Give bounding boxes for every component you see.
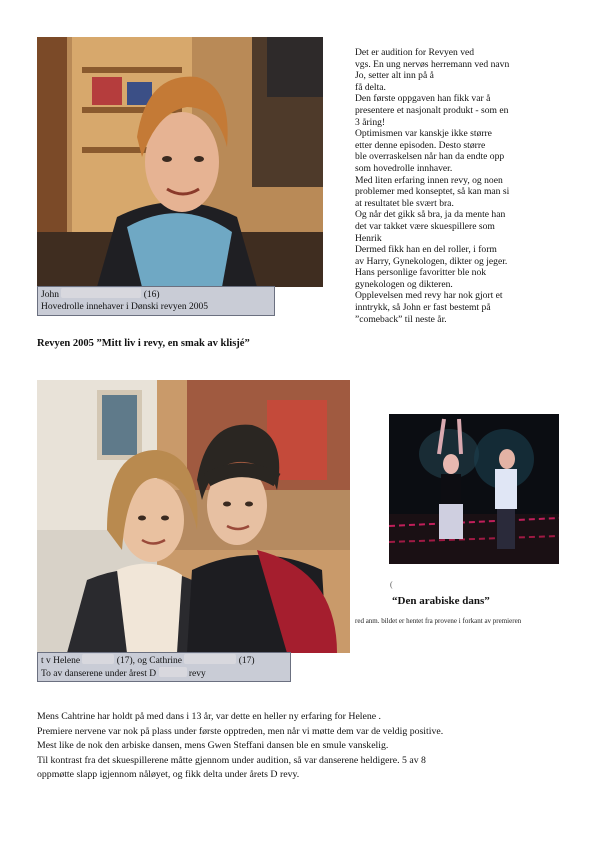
article-line: problemer med konseptet, så kan man si [355, 186, 510, 198]
bottom-line: oppmøtte slapp igjennom nåløyet, og fikk delta under årets D revy. [37, 769, 300, 780]
caption-line [41, 667, 287, 680]
photo-dans-title: “Den arabiske dans” [392, 595, 490, 607]
photo-hovedrolle-caption [37, 286, 275, 316]
caption-role: Hovedrolle innehaver i Dønski revyen 2005 [41, 302, 208, 312]
redaction [61, 288, 141, 298]
article-line: at resultatet ble svært bra. [355, 197, 454, 209]
article-line: Det er audition for Revyen ved [355, 47, 475, 58]
article-line: Med liten erfaring innen revy, og noen [355, 174, 503, 186]
photo-danserene [37, 380, 350, 653]
redaction [82, 654, 114, 664]
photo-danserene-image [37, 380, 350, 653]
bottom-line: Mens Cahtrine har holdt på med dans i 13 år, var dette en heller ny erfaring for Helene . [37, 711, 382, 722]
caption-line [41, 654, 287, 667]
caption-role: revy [188, 669, 206, 679]
redaction [184, 654, 236, 664]
caption-line [41, 288, 271, 301]
article-line: Og når det gikk så bra, ja da mente han [355, 209, 506, 221]
article-line: Jo, setter alt inn på å [355, 70, 434, 82]
caption-name: John [41, 290, 59, 300]
photo-dans [389, 414, 559, 564]
photo-hovedrolle [37, 37, 323, 287]
article-line: inntrykk, så John er fast bestemt på [355, 302, 491, 314]
editor-note: red anm. bildet er hentet fra provene i forkant av premieren [355, 617, 522, 625]
bottom-line: Til kontrast fra det skuespillerene måtte gjennom under audition, så var danserene heldigere. 5 av 8 [37, 754, 426, 766]
article-line: Optimismen var kanskje ikke større [355, 128, 492, 140]
article-line: 3 åring! [355, 116, 386, 128]
redaction [159, 667, 187, 677]
article-line: etter denne episoden. Desto større [355, 139, 486, 151]
caption-age: (16) [143, 290, 160, 300]
bottom-paragraph [37, 710, 557, 783]
article-line: ble overraskelsen når han da endte opp [355, 151, 505, 163]
bottom-line: Premiere nervene var nok på plass under første opptreden, men når vi møtte dem var de veldig positive. [37, 725, 444, 737]
photo-dans-image [389, 414, 559, 564]
caption-age: (17) [238, 656, 255, 666]
caption-names: (17), og Cathrine [116, 656, 182, 666]
article-line: gynekologen og dikteren. [355, 278, 453, 290]
article-line: det var takket være skuespillere som [355, 220, 495, 232]
bottom-line: Mest like de nok den arbiske dansen, mens Gwen Steffani dansen ble en smule vanskelig. [37, 740, 389, 751]
article-line: Hans personlige favoritter ble nok [355, 267, 487, 279]
article-line: ”comeback” til neste år. [355, 313, 447, 325]
article-line: Den første oppgaven han fikk var å [355, 93, 491, 105]
photo-dans-credit: ( [390, 580, 393, 589]
article-line: som hovedrolle innhaver. [355, 162, 453, 174]
article-line: Dermed fikk han en del roller, i form [355, 244, 497, 256]
photo-danserene-caption [37, 652, 291, 682]
article-line: vgs. En ung nervøs herremann ved navn [355, 58, 510, 70]
photo-hovedrolle-image [37, 37, 323, 287]
caption-role: To av danserene under årest D [41, 669, 157, 679]
article-line: av Harry, Gynekologen, dikter og jeger. [355, 255, 508, 267]
article-heading: Revyen 2005 ”Mitt liv i revy, en smak av klisjé” [37, 338, 250, 349]
article-line: få delta. [355, 81, 386, 93]
caption-names: t v Helene [41, 656, 81, 666]
article-line: Henrik [355, 232, 382, 244]
article-line: presentere et nasjonalt produkt - som en [355, 104, 509, 116]
article-line: Opplevelsen med revy har nok gjort et [355, 290, 503, 302]
article-column [355, 47, 555, 325]
